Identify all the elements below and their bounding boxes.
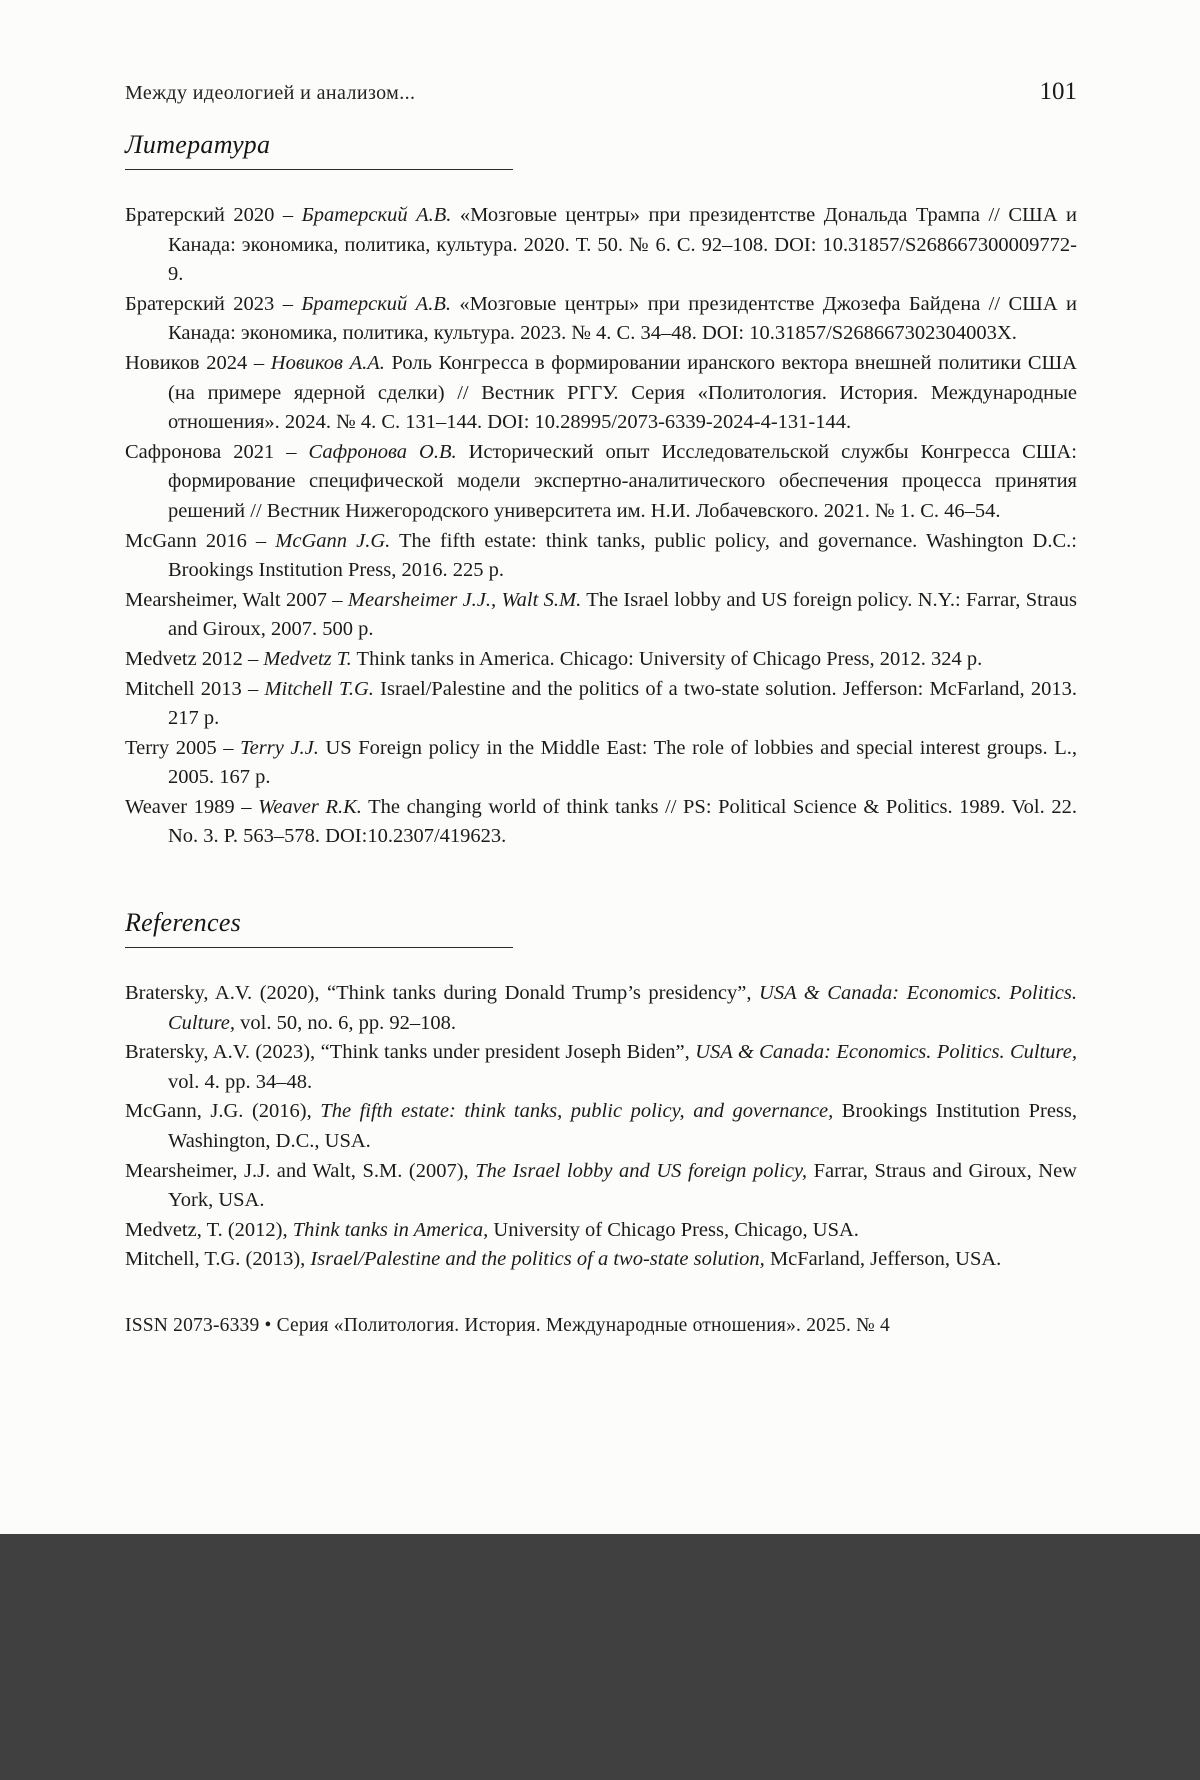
- entry-segment-italic: Братерский А.В.: [301, 204, 452, 226]
- heading-underline-rule: [125, 947, 513, 948]
- entry-segment-italic: McGann J.G.: [275, 529, 391, 552]
- literatura-entries-list: [125, 201, 1077, 852]
- entry-segment: McGann 2016 –: [125, 529, 276, 552]
- entry-segment: Israel/Palestine and the politics of a two-state solution. Jefferson: McFarland, 2013. 217 p.: [168, 677, 1077, 730]
- page-header: [125, 78, 1077, 106]
- reference-entry: [125, 586, 1077, 645]
- entry-segment-italic: Mitchell T.G.: [264, 677, 374, 700]
- reference-entry: [125, 1245, 1077, 1275]
- entry-segment-italic: Medvetz T.: [263, 647, 352, 670]
- entry-segment: The changing world of think tanks // PS: Political Science & Politics. 1989. Vol. 22. No. 3. P. 563–578. DOI:10.2307/419623.: [168, 795, 1077, 848]
- entry-segment: «Мозговые центры» при президентстве Джозефа Байдена // США и Канада: экономика, политика, культура. 2023. № 4. С. 34–48. DOI: 10.31857/S268667302304003X.: [168, 292, 1077, 345]
- entry-segment: US Foreign policy in the Middle East: The role of lobbies and special interest groups. L., 2005. 167 p.: [168, 736, 1078, 789]
- page-number: 101: [1039, 78, 1077, 105]
- section-heading-literatura: Литература: [125, 130, 271, 159]
- reference-entry: [125, 1038, 1077, 1097]
- section-heading-references: References: [125, 908, 242, 938]
- section-literatura: [125, 130, 1077, 852]
- entry-segment: Weaver 1989 –: [125, 795, 259, 818]
- section-references: [125, 908, 1077, 1275]
- entry-segment: Bratersky, A.V. (2020), “Think tanks during Donald Trump’s presidency”,: [125, 982, 760, 1005]
- entry-segment: Think tanks in America. Chicago: University of Chicago Press, 2012. 324 p.: [351, 647, 983, 670]
- entry-segment: Mearsheimer, J.J. and Walt, S.M. (2007),: [125, 1159, 476, 1182]
- entry-segment: McFarland, Jefferson, USA.: [764, 1248, 1002, 1271]
- entry-segment: Terry 2005 –: [125, 736, 241, 759]
- entry-segment: Роль Конгресса в формировании иранского вектора внешней политики США (на примере ядерной сделки) // Вестник РГГУ. Серия «Политология. История. Международные отношения». 2024. № 4. С. 131–144. DOI: 10.28995/2073-6339-2024-4-131-144.: [168, 351, 1077, 434]
- entry-segment-italic: Mearsheimer J.J., Walt S.M.: [347, 588, 582, 611]
- reference-entry: [125, 1097, 1077, 1156]
- entry-segment: Mitchell, T.G. (2013),: [125, 1248, 311, 1271]
- heading-underline-rule: [125, 169, 513, 170]
- entry-segment: Farrar, Straus and Giroux, New York, USA.: [168, 1159, 1077, 1212]
- reference-entry: [125, 290, 1077, 349]
- entry-segment-italic: Братерский А.В.: [301, 292, 451, 315]
- entry-segment: The Israel lobby and US foreign policy. N.Y.: Farrar, Straus and Giroux, 2007. 500 p.: [168, 588, 1077, 641]
- entry-segment: Medvetz 2012 –: [125, 647, 264, 670]
- entry-segment: Братерский 2023 –: [125, 292, 302, 315]
- entry-segment: McGann, J.G. (2016),: [125, 1100, 321, 1123]
- entry-segment: University of Chicago Press, Chicago, USA.: [488, 1218, 859, 1241]
- reference-entry: [125, 438, 1077, 527]
- reference-entry: [125, 675, 1077, 734]
- entry-segment-italic: Terry J.J.: [240, 736, 319, 759]
- entry-segment-italic: Think tanks in America,: [292, 1218, 489, 1241]
- entry-segment: Bratersky, A.V. (2023), “Think tanks under president Joseph Biden”,: [125, 1041, 696, 1064]
- reference-entry: [125, 349, 1077, 438]
- entry-segment: Mitchell 2013 –: [125, 677, 265, 700]
- entry-segment-italic: The Israel lobby and US foreign policy,: [475, 1159, 808, 1182]
- reference-entry: [125, 1157, 1077, 1216]
- entry-segment: vol. 50, no. 6, pp. 92–108.: [235, 1011, 456, 1034]
- entry-segment-italic: USA & Canada: Economics. Politics. Culture,: [695, 1041, 1077, 1064]
- entry-segment: Братерский 2020 –: [125, 204, 302, 226]
- entry-segment-italic: Сафронова О.В.: [308, 440, 457, 463]
- entry-segment-italic: Israel/Palestine and the politics of a two-state solution,: [310, 1248, 765, 1271]
- running-header: Между идеологией и анализом...: [125, 82, 416, 104]
- references-entries-list: [125, 979, 1077, 1275]
- page-background-area: [0, 1534, 1200, 1780]
- entry-segment-italic: Новиков А.А.: [270, 351, 385, 374]
- reference-entry: [125, 793, 1077, 852]
- entry-segment-italic: The fifth estate: think tanks, public policy, and governance,: [320, 1100, 834, 1123]
- entry-segment: The fifth estate: think tanks, public policy, and governance. Washington D.C.: Brookings Institution Press, 2016. 225 p.: [168, 529, 1077, 582]
- footer-issn-line: ISSN 2073-6339 • Серия «Политология. История. Международные отношения». 2025. № 4: [125, 1315, 890, 1336]
- reference-entry: [125, 979, 1077, 1038]
- entry-segment-italic: Weaver R.K.: [258, 795, 362, 818]
- entry-segment-italic: USA & Canada: Economics. Politics. Culture,: [168, 982, 1077, 1034]
- reference-entry: [125, 1216, 1077, 1246]
- entry-segment: Brookings Institution Press, Washington, D.C., USA.: [168, 1100, 1077, 1153]
- reference-entry: [125, 201, 1077, 290]
- entry-segment: Mearsheimer, Walt 2007 –: [125, 588, 348, 611]
- reference-entry: [125, 645, 1077, 675]
- entry-segment: Исторический опыт Исследовательской службы Конгресса США: формирование специфической модели экспертно-аналитического обеспечения процесса принятия решений // Вестник Нижегородского университета им. Н.И. Лобачевского. 2021. № 1. С. 46–54.: [168, 440, 1077, 522]
- entry-segment: «Мозговые центры» при президентстве Дональда Трампа // США и Канада: экономика, политика, культура. 2020. Т. 50. № 6. С. 92–108. DOI: 10.31857/S268667300009772-9.: [168, 204, 1077, 286]
- reference-entry: [125, 527, 1077, 586]
- entry-segment: vol. 4. pp. 34–48.: [168, 1070, 313, 1093]
- entry-segment: Medvetz, T. (2012),: [125, 1218, 293, 1241]
- reference-entry: [125, 734, 1077, 793]
- entry-segment: Новиков 2024 –: [125, 351, 271, 374]
- entry-segment: Сафронова 2021 –: [125, 440, 309, 463]
